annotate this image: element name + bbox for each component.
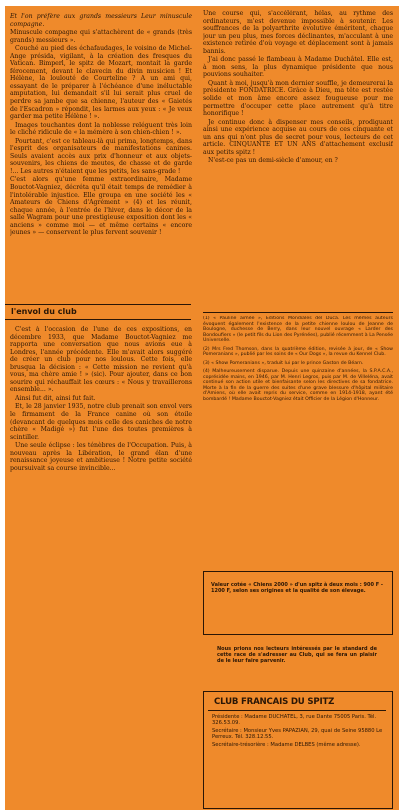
footnote: (1) « Pauline aimée », Editions Mondiales del Duca. Les mêmes auteurs évoquent également l'existence de la petite chienne loulou de Jeanne de Boulogne, duchesse de Berry, dans leur nouvel ouvrage « Larder des Bondoufiers » (le petit fils du Lion des Pyrénées), publié récemment à La Pensée Universelle. bbox=[203, 316, 393, 343]
club-secretary: Secrétaire : Monsieur Yves PAPAZIAN, 29, quai de Seine 95880 Le Perreux. Tél. 328.12.55. bbox=[212, 727, 383, 741]
right-paragraph: Je continue donc à dispenser mes conseils, prodiguant ainsi une expérience acquise au cours de ces cinquante et un ans qui n'ont plus de secret pour vous, lecteurs de cet article. CINQUANTE ET UN ANS d'attachement exclusif aux petits spitz ! bbox=[203, 118, 393, 156]
left-paragraph: C'est alors qu'une femme extraordinaire, Madame Bouctot-Vagniez, décréta qu'il était temps de remédier à l'intolérable injustice. Elle groupa en une société les « Amateurs de Chiens d'Agrément » (4) et les réunit, chaque année, à l'entrée de l'hiver, dans le décor de la salle Wagram pour une prestigieuse exposition dont les « anciens » comme moi — et même certains « encore jeunes » — conservent le plus fervent souvenir ! bbox=[10, 176, 192, 237]
magazine-page bbox=[5, 6, 399, 810]
club-treasurer: Secrétaire-trésorière : Madame DELBES (même adresse). bbox=[212, 741, 361, 748]
left-lower-paragraph: Une seule éclipse : les ténèbres de l'Occupation. Puis, à nouveau après la Libération, le grand élan d'une renaissance joyeuse et ambitieuse ! Notre petite société poursuivait sa course invincible... bbox=[10, 442, 192, 472]
footnotes bbox=[203, 316, 393, 566]
left-column-lower bbox=[10, 326, 192, 806]
value-box-text: Valeur cotée « Chiens 2000 » d'un spitz à deux mois : 900 F - 1200 F, selon ses origines et la qualité de son élevage. bbox=[211, 582, 383, 594]
footnotes-divider bbox=[203, 312, 393, 313]
right-paragraph: J'ai donc passé le flambeau à Madame Duchâtel. Elle est, à mon sens, la plus dynamique présidente que nous pouvions souhaiter. bbox=[203, 56, 393, 79]
right-paragraph: Une course qui, s'accélérant, hélas, au rythme des ordinateurs, m'est devenue impossible à soutenir. Les souffrances de la polyarthrite évolutive éméritent, chaque jour un peu plus, mes forces déclinantes, m'acculant à une existence retirée d'où voyage et déplacement sont à jamais bannis. bbox=[203, 10, 393, 55]
left-column-upper bbox=[10, 13, 192, 301]
right-paragraph: N'est-ce pas un demi-siècle d'amour, en ? bbox=[208, 157, 338, 165]
intro-italic: Et l'on préfère aux grands messieurs Leur minuscule compagne. bbox=[10, 13, 192, 28]
left-lower-paragraph: Ainsi fut dit, ainsi fut fait. bbox=[15, 394, 96, 402]
left-paragraph: Images touchantes dont la noblesse reléguent très loin le cliché ridicule de « la mémère à son chien-chien ! ». bbox=[10, 121, 192, 137]
left-lower-paragraph: Et, le 28 janvier 1935, notre club prenait son envol vers le firmament de la France canine où son étoile (devancant de quelques mois celle des caniches de notre chère « Madigé ») fut l'une des toutes premières à scintiller. bbox=[10, 403, 192, 441]
club-title: CLUB FRANCAIS DU SPITZ bbox=[214, 697, 335, 707]
standard-notice: Nous prions nos lecteurs intéressés par le standard de cette race de s'adresser au Club, qui se fera un plaisir de le leur faire parvenir. bbox=[217, 646, 377, 664]
right-column bbox=[203, 10, 393, 309]
right-paragraph: Quant à moi, jusqu'à mon dernier souffle, je demeurerai la présidente FONDATRICE. Grâce à Dieu, ma tête est restée solide et mon âme encore assez fougueuse pour me permettre d'occuper cette place autrement qu'à titre honorifique ! bbox=[203, 79, 393, 118]
left-lower-paragraph: C'est à l'occasion de l'une de ces expositions, en décembre 1933, que Madame Bouctot-Vagniez me rapporta une conversation que nous avions eue à Londres, l'année précédente. Elle m'avait alors suggéré de créer un club pour nos loulous. Cette fois, elle brusqua la décision : « Cette mission ne revient qu'à vous, ma chère amie ! » (sic). Pour ajouter, dans ce bon sourire qui réchauffait les cœurs : « Nous y travaillerons ensemble... ». bbox=[10, 326, 192, 394]
value-box bbox=[203, 571, 393, 635]
left-paragraph: Minuscule compagne qui s'attachèrent de « grands (très grands) messieurs ». bbox=[10, 29, 192, 44]
club-title-rule bbox=[208, 710, 386, 711]
section-title: l'envol du club bbox=[11, 307, 77, 316]
club-president: Présidente : Madame DUCHATEL, 3, rue Dante 75005 Paris. Tél. 326.53.09. bbox=[212, 714, 377, 727]
club-details bbox=[212, 714, 386, 749]
left-paragraph: Couché au pied des échafaudages, le voisino de Michel-Ange présida, vigilant, à la création des fresques du Vatican. Bimperl, le spitz de Mozart, montait la garde férocement, devant le clavecin du divin musicien ! Et Hélène, la loulouté de Courteline ? A un ami qui, essayant de le préparer à l'échéance d'une inéluctable amputation, lui demandait s'il lui serait plus cruel de perdre sa jambe que sa chienne, l'auteur des « Gaietés de l'Escadron » répondit, les larmes aux yeux : « Je veux garder ma petite Hélène ! ». bbox=[10, 45, 192, 121]
footnote: (3) « Show Pomeranians », traduit lui par le prince Gaston de Béarn. bbox=[203, 360, 364, 366]
footnote: (4) Malheureusement disparue. Depuis une quinzaine d'années, la S.P.A.C.A., coprésidée mains, en 1946, par M. Henri Legros, puis par M. de Villeléna, avait continué son action utile et bienfaisante selon les directives de sa fondatrice. Morte à la fin de la guerre des suites d'une grave blessure d'hôpital militaire d'Amiens, où elle avait repris du service, comme en 1914-1918, ayant été bombardé ! Madame Bouctot-Vagniez était Officier de la Légion d'Honneur. bbox=[203, 369, 393, 402]
footnote: (2) Mrs Fred Thomson, dans la quatrième édition, revisée à jour, de « Show Pomeranians », publié par les soins de « Our Dogs », la revue du Kennel Club. bbox=[203, 346, 393, 357]
left-paragraph: Pourtant, c'est ce tableau-là qui prima, longtemps, dans l'esprit des organisateurs de manifestations canines. Seuls avaient accès aux prix d'honneur et aux objets-souvenirs, les chiens de meutes, de chasse et de garde !... Les autres n'étaient que les petits, les sans-grade ! bbox=[10, 137, 192, 175]
club-box bbox=[203, 691, 393, 809]
